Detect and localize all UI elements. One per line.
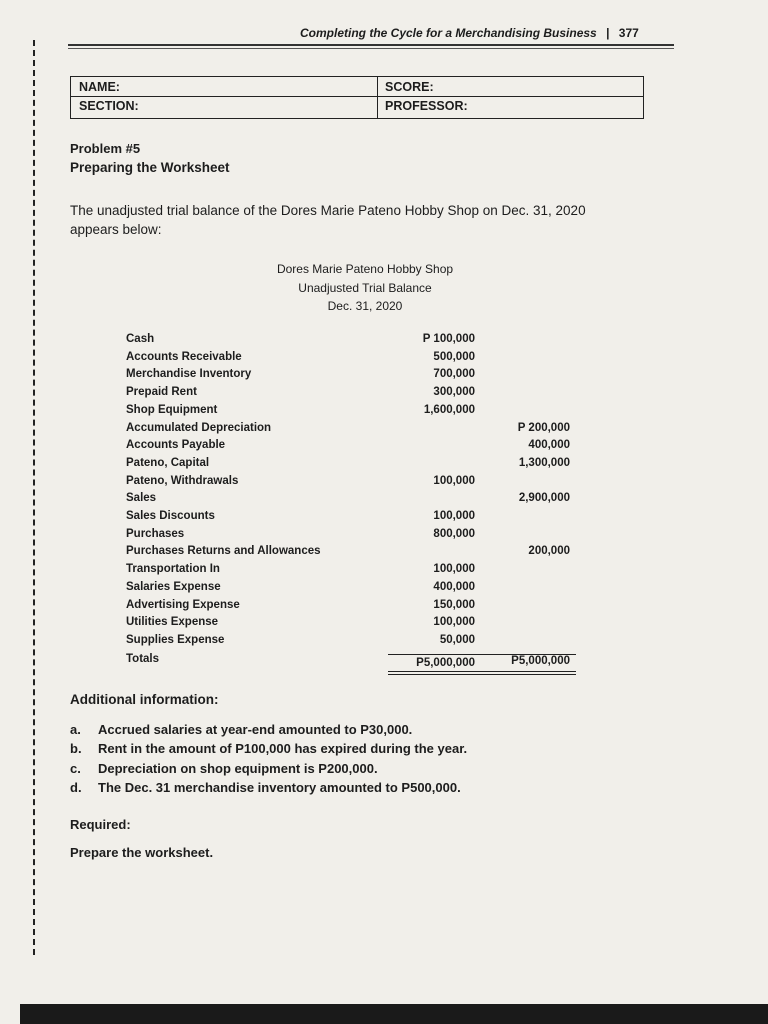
debit-amount: 1,600,000: [423, 403, 475, 416]
debit-amount: 300,000: [433, 386, 475, 399]
binding-edge-line: [33, 40, 35, 955]
credit-amount: 200,000: [528, 545, 570, 558]
total-debit: P5,000,000: [416, 657, 475, 669]
credit-amount: 2,900,000: [518, 492, 570, 505]
account-name: Utilities Expense: [126, 616, 219, 629]
info-box-divider: [377, 77, 378, 118]
item-text: Accrued salaries at year-end amounted to P30,000.: [98, 722, 413, 737]
credit-amount: 1,300,000: [518, 456, 570, 469]
item-letter: d.: [70, 780, 82, 795]
credit-amount: P 200,000: [517, 421, 570, 434]
debit-amount: 800,000: [433, 527, 475, 540]
account-name: Pateno, Withdrawals: [126, 474, 239, 487]
info-box-row-divider: [71, 96, 643, 97]
statement-date: Dec. 31, 2020: [327, 299, 403, 313]
totals-label: Totals: [126, 653, 160, 665]
page-number: 377: [618, 26, 639, 40]
account-name: Merchandise Inventory: [126, 368, 252, 381]
problem-number: Problem #5: [70, 141, 141, 156]
score-label: SCORE:: [385, 80, 434, 94]
professor-label: PROFESSOR:: [385, 99, 468, 113]
account-name: Accumulated Depreciation: [126, 421, 272, 434]
item-text: The Dec. 31 merchandise inventory amounted to P500,000.: [98, 780, 461, 795]
totals-double-rule-bottom: [388, 674, 576, 675]
account-name: Accounts Payable: [126, 439, 226, 452]
account-name: Advertising Expense: [126, 598, 240, 611]
debit-amount: 100,000: [433, 474, 475, 487]
header-rule: [68, 44, 674, 46]
chapter-title: Completing the Cycle for a Merchandising Business: [300, 26, 597, 40]
debit-amount: 500,000: [433, 350, 475, 363]
scan-bottom-edge: [20, 1004, 768, 1024]
account-name: Cash: [126, 333, 155, 345]
running-header: [300, 26, 639, 40]
header-rule-thin: [68, 48, 674, 49]
header-separator: |: [606, 26, 610, 40]
account-name: Accounts Receivable: [126, 350, 242, 363]
item-text: Depreciation on shop equipment is P200,000.: [98, 761, 378, 776]
item-letter: c.: [70, 761, 81, 776]
debit-amount: 150,000: [433, 598, 475, 611]
account-name: Shop Equipment: [126, 403, 218, 416]
account-name: Sales: [126, 492, 157, 505]
debit-amount: P 100,000: [422, 333, 475, 345]
account-name: Transportation In: [126, 563, 220, 576]
total-credit: P5,000,000: [511, 655, 570, 667]
account-name: Purchases: [126, 527, 185, 540]
name-label: NAME:: [79, 80, 120, 94]
account-name: Purchases Returns and Allowances: [126, 545, 321, 558]
debit-amount: 700,000: [433, 368, 475, 381]
account-name: Pateno, Capital: [126, 456, 210, 469]
credit-amount: 400,000: [528, 439, 570, 452]
account-name: Salaries Expense: [126, 580, 221, 593]
item-letter: b.: [70, 741, 82, 756]
debit-amount: 400,000: [433, 580, 475, 593]
debit-amount: 50,000: [439, 633, 475, 646]
account-name: Supplies Expense: [126, 633, 225, 646]
debit-amount: 100,000: [433, 616, 475, 629]
company-name: Dores Marie Pateno Hobby Shop: [276, 262, 454, 276]
required-heading: Required:: [70, 817, 131, 832]
item-text: Rent in the amount of P100,000 has expired during the year.: [98, 741, 468, 756]
totals-double-rule-top: [388, 671, 576, 672]
section-label: SECTION:: [79, 99, 139, 113]
debit-amount: 100,000: [433, 510, 475, 522]
debit-amount: 100,000: [433, 563, 475, 576]
account-name: Sales Discounts: [126, 510, 215, 522]
statement-name: Unadjusted Trial Balance: [298, 281, 432, 295]
account-name: Prepaid Rent: [126, 386, 197, 399]
item-letter: a.: [70, 722, 81, 737]
intro-line-1: The unadjusted trial balance of the Dores Marie Pateno Hobby Shop on Dec. 31, 2020: [70, 203, 586, 218]
student-info-box: [70, 76, 644, 119]
problem-title: Preparing the Worksheet: [70, 160, 230, 175]
intro-line-2: appears below:: [70, 222, 162, 237]
additional-heading: Additional information:: [70, 692, 219, 707]
required-text: Prepare the worksheet.: [70, 845, 214, 860]
